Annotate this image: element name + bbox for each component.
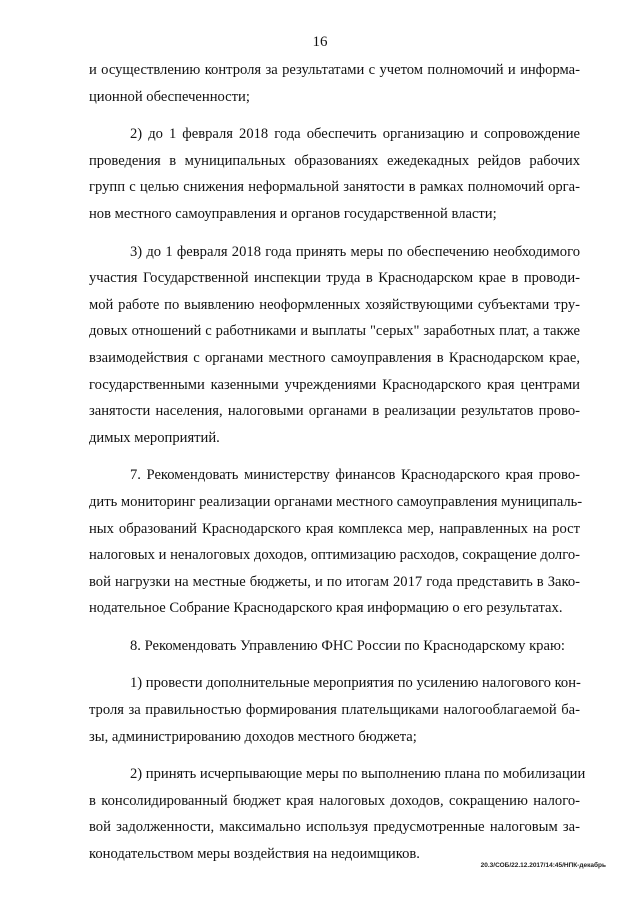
text-line: ных образований Краснодарского края комплекса мер, направленных на рост [89,520,580,537]
paragraph-item-2b [89,761,586,867]
text-line: 8. Рекомендовать Управлению ФНС России по Краснодарскому краю: [130,637,565,654]
paragraph-section-8 [89,633,580,660]
document-body [89,57,586,879]
text-line: 3) до 1 февраля 2018 года принять меры по обеспечению необходимого [130,243,580,260]
text-line: 7. Рекомендовать министерству финансов Краснодарского края прово- [130,467,580,484]
paragraph-continuation [89,57,580,110]
text-line: дить мониторинг реализации органами местного самоуправления муниципаль- [89,493,583,510]
text-line: участия Государственной инспекции труда в Краснодарском крае в проводи- [89,270,580,287]
text-line: проведения в муниципальных образованиях ежедекадных рейдов рабочих [89,152,580,169]
text-line: занятости населения, налоговыми органами в реализации результатов прово- [89,403,580,420]
text-line: 1) провести дополнительные мероприятия по усилению налогового кон- [130,675,581,692]
document-footer-stamp: 20.3/СОБ/22.12.2017/14:45/НПК-декабрь [480,862,606,869]
text-line: ционной обеспеченности; [89,88,250,105]
text-line: нов местного самоуправления и органов государственной власти; [89,205,497,222]
text-line: конодательством меры воздействия на недоимщиков. [89,846,420,863]
paragraph-item-3 [89,239,580,452]
text-line: довых отношений с работниками и выплаты "серых" заработных плат, а также [89,323,580,340]
text-line: в консолидированный бюджет края налоговых доходов, сокращению налого- [89,792,580,809]
text-line: групп с целью снижения неформальной занятости в рамках полномочий орга- [89,179,580,196]
text-line: 2) принять исчерпывающие меры по выполнению плана по мобилизации [130,766,586,783]
text-line: троля за правильностью формирования плательщиками налогооблагаемой ба- [89,702,580,719]
text-line: государственными казенными учреждениями Краснодарского края центрами [89,376,580,393]
paragraph-section-7 [89,462,583,622]
text-line: вой нагрузки на местные бюджеты, и по итогам 2017 года представить в Зако- [89,573,580,590]
text-line: 2) до 1 февраля 2018 года обеспечить организацию и сопровождение [130,126,580,143]
text-line: вой задолженности, максимально используя предусмотренные налоговым за- [89,819,580,836]
text-line: зы, администрированию доходов местного бюджета; [89,728,417,745]
text-line: нодательное Собрание Краснодарского края информацию о его результатах. [89,600,563,617]
text-line: и осуществлению контроля за результатами с учетом полномочий и информа- [89,62,580,78]
text-line: димых мероприятий. [89,429,220,446]
text-line: взаимодействия с органами местного самоуправления в Краснодарском крае, [89,349,580,366]
text-line: налоговых и неналоговых доходов, оптимизацию расходов, сокращение долго- [89,547,580,564]
paragraph-item-1 [89,670,580,750]
text-line: мой работе по выявлению неоформленных хозяйствующими субъектами тру- [89,296,580,313]
paragraph-item-2 [89,121,580,227]
page-number: 16 [312,34,328,50]
